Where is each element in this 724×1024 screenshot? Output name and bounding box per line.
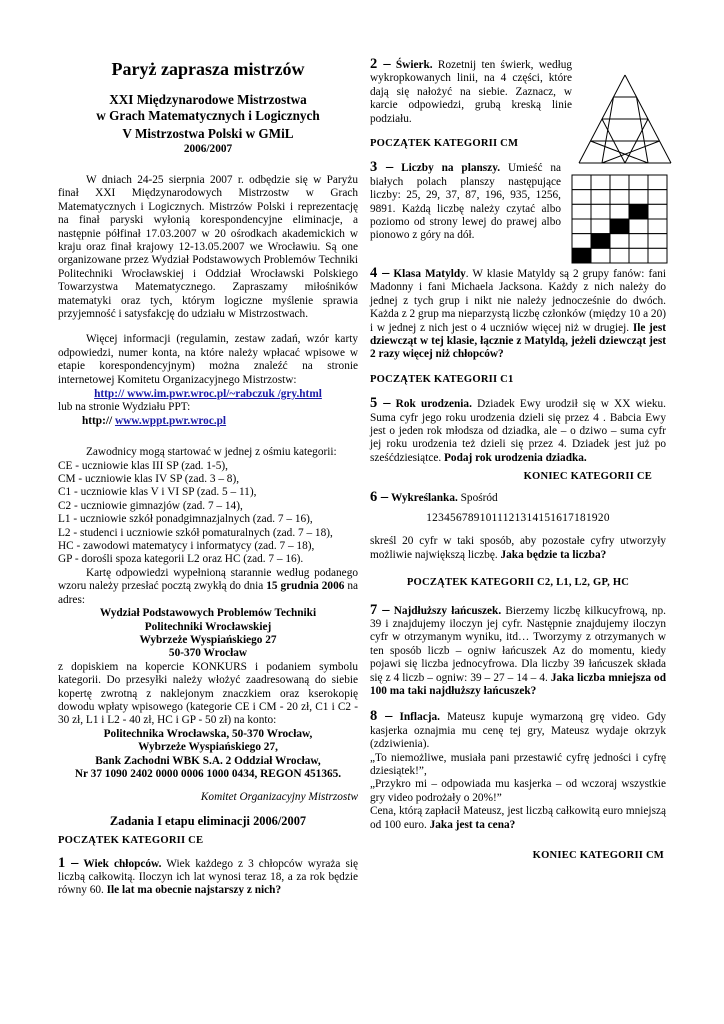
grid-cell-white xyxy=(572,219,591,234)
category-start-cm: POCZĄTEK KATEGORII CM xyxy=(370,138,519,150)
grid-cell-white xyxy=(648,248,667,263)
link-prefix: http:// xyxy=(82,414,113,427)
season-year: 2006/2007 xyxy=(183,142,233,155)
grid-cell-white xyxy=(610,234,629,249)
subtitle-2: w Grach Matematycznych i Logicznych xyxy=(96,107,320,123)
task-8-tail: Cena, którą zapłacił Mateusz, jest liczbą całkowitą euro mniejszą od 100 euro. Jaka jest ta cena? xyxy=(370,805,666,831)
signature: Komitet Organizacyjny Mistrzostw xyxy=(200,791,358,804)
post-paragraph: z dopiskiem na kopercie KONKURS i podaniem symbolu kategorii. Do przesyłki należy włożyć zaadresowaną do siebie kopertę zwrotną z naklejonym znaczkiem oraz kserokopię dowodu wpłaty wpisowego (kategorie CE i CM - 20 zł, C1 i C2 - 30 zł, L1 i L2 - 40 zł, HC i GP - 50 zł) na konto: xyxy=(58,660,358,727)
grid-cell-white xyxy=(629,234,648,249)
task-8-quote-1: „To niemożliwe, musiała pani przestawić cyfrę jedności i cyfrę dziesiątek!”, xyxy=(370,751,666,778)
digit-string: 12345678910111213141516171819​20 xyxy=(426,511,610,524)
category-start-c1: POCZĄTEK KATEGORII C1 xyxy=(370,373,514,385)
category-item: CE - uczniowie klas III SP (zad. 1-5), xyxy=(58,459,228,472)
grid-cell-white xyxy=(591,175,610,190)
card-paragraph: Kartę odpowiedzi wypełnioną starannie według podanego wzoru należy przesłać pocztą zwykłą do dnia 15 grudnia 2006 na adres: xyxy=(58,566,359,606)
task-8-quote-2: „Przykro mi – odpowiada mu kasjerka – od wczoraj wszystkie gry video podrożały o 20%!” xyxy=(370,778,666,804)
task-8: 8 – Inflacja. Mateusz kupuje wymarzoną grę video. Gdy kasjerka oznajmia mu cenę tej gry, Mateusz wydaje okrzyk (zdziwienia). xyxy=(370,708,667,751)
task-2: 2 – Świerk. Rozetnij ten świerk, według wykropkowanych linii, na 4 części, które dają się nałożyć na siebie. Zaznacz, w karcie odpowiedzi, grubą kreską linie podziału. xyxy=(370,56,573,125)
category-end-ce: KONIEC KATEGORII CE xyxy=(523,471,652,483)
grid-cell-white xyxy=(572,204,591,219)
task-5: 5 – Rok urodzenia. Dziadek Ewy urodził się w XX wieku. Suma cyfr jego roku urodzenia dzieli się przez 4 . Babcia Ewy jest o jeden rok młodsza od dziadka, ale – o dziwo – suma cyfr jej roku urodzenia też dzieli się przez 4. Dziadek jest już po sześćdziesiątce. Podaj rok urodzenia dziadka. xyxy=(370,395,666,464)
subtitle-1: XXI Międzynarodowe Mistrzostwa xyxy=(109,92,307,107)
grid-cell-black xyxy=(629,204,648,219)
task-7: 7 – Najdłuższy łańcuszek. Bierzemy liczbę kilkucyfrową, np. 39 i znajdujemy iloczyn jej cyfr. Następnie znajdujemy iloczyn cyfr w otrzymanym wyniku, itd… Tworzymy z otrzymanych w ten sposób liczb – ogniw łańcuszek Az do momentu, kiedy pojawi się liczba jednocyfrowa. Dla liczby 39 łańcuszek składa się z 4 liczb – ogniw: 39 – 27 – 14 – 4. Jaka liczba mniejsza od 100 ma taki najdłuższy łańcuszek? xyxy=(370,601,667,698)
competition-link[interactable]: http:// www.im.pwr.wroc.pl/~rabczuk /gry.html xyxy=(94,388,322,400)
triangle-dotted-line xyxy=(602,141,660,163)
category-start-c2: POCZĄTEK KATEGORII C2, L1, L2, GP, HC xyxy=(406,577,630,589)
grid-cell-white xyxy=(610,175,629,190)
grid-cell-white xyxy=(591,204,610,219)
category-item: L2 - studenci i uczniowie szkół pomaturalnych (zad. 7 – 18), xyxy=(58,526,333,539)
grid-cell-white xyxy=(572,234,591,249)
left-column xyxy=(58,0,358,898)
category-list xyxy=(58,460,358,567)
grid-cell-white xyxy=(629,190,648,205)
link-lead: lub na stronie Wydziału PPT: xyxy=(58,401,191,414)
grid-cell-white xyxy=(629,219,648,234)
category-end-cm: KONIEC KATEGORII CM xyxy=(532,850,664,862)
grid-cell-white xyxy=(629,248,648,263)
grid-cell-black xyxy=(610,219,629,234)
category-item: CM - uczniowie klas IV SP (zad. 3 – 8), xyxy=(58,473,240,486)
grid-cell-black xyxy=(572,248,591,263)
info-paragraph: Więcej informacji (regulamin, zestaw zadań, wzór karty odpowiedzi, numer konta, na które należy wpłacać wpisowe w etapie korespondencyjnym) można znaleźć na stronie internetowej Komitetu Organizacyjnego Mistrzostw: xyxy=(58,333,358,386)
category-item: C2 - uczniowie gimnazjów (zad. 7 – 14), xyxy=(58,499,243,512)
grid-cell-white xyxy=(591,219,610,234)
grid-cell-white xyxy=(572,190,591,205)
grid-cell-white xyxy=(591,190,610,205)
spruce-triangle-figure xyxy=(578,74,672,164)
mailing-address: Wydział Podstawowych Problemów Techniki Politechniki Wrocławskiej Wybrzeże Wyspiańskiego 27 50-370 Wrocław xyxy=(99,607,317,660)
task-1: 1 – Wiek chłopców. Wiek każdego z 3 chłopców wyraża się liczbą całkowitą. Iloczyn ich lat wynosi teraz 18, a za rok będzie równy 60. Ile lat ma obecnie najstarszy z nich? xyxy=(58,854,358,897)
category-item: HC - zawodowi matematycy i informatycy (zad. 7 – 18), xyxy=(58,540,315,553)
triangle-dotted-line xyxy=(591,141,649,163)
category-start-ce: POCZĄTEK KATEGORII CE xyxy=(58,835,204,847)
category-item: L1 - uczniowie szkół ponadgimnazjalnych (zad. 7 – 16), xyxy=(58,513,313,526)
category-item: C1 - uczniowie klas V i VI SP (zad. 5 – 11), xyxy=(58,486,257,499)
page-title: Paryż zaprasza mistrzów xyxy=(111,59,305,79)
subtitle-3: V Mistrzostwa Polski w GMiL xyxy=(122,126,294,141)
grid-cell-white xyxy=(572,175,591,190)
deadline: 15 grudnia 2006 xyxy=(266,580,345,593)
grid-cell-white xyxy=(648,204,667,219)
task-4: 4 – Klasa Matyldy. W klasie Matyldy są 2 grupy fanów: fani Madonny i fani Michaela Jacksona. Każdy z nich należy do jednej z tych grup i nikt nie należy jednocześnie do dwóch. Każda z 2 grup ma nieparzystą liczbę członków (między 10 a 20) i w jednej z nich jest o 4 uczniów więcej niż w drugiej. Ile jest dziewcząt w tej klasie, łącznie z Matyldą, jeżeli dziewcząt jest 2 razy więcej niż chłopców? xyxy=(370,264,667,361)
grid-cell-white xyxy=(648,190,667,205)
grid-cell-white xyxy=(648,175,667,190)
grid-cell-white xyxy=(610,204,629,219)
grid-cell-white xyxy=(629,175,648,190)
grid-cell-white xyxy=(610,248,629,263)
grid-cell-black xyxy=(591,234,610,249)
bank-details: Politechnika Wrocławska, 50-370 Wrocław, Wybrzeże Wyspiańskiego 27, Bank Zachodni WBK S.A. 2 Oddział Wrocław, Nr 37 1090 2402 0000 0006 1000 0434, REGON 451365. xyxy=(74,727,342,780)
category-item: GP - dorośli spoza kategorii L2 oraz HC (zad. 7 – 16). xyxy=(58,553,304,566)
categories-intro: Zawodnicy mogą startować w jednej z ośmiu kategorii: xyxy=(86,446,337,459)
grid-cell-white xyxy=(591,248,610,263)
task-6-header: 6 – Wykreślanka. Spośród xyxy=(370,488,498,505)
grid-cell-white xyxy=(610,190,629,205)
stage-title: Zadania I etapu eliminacji 2006/2007 xyxy=(109,813,307,828)
intro-paragraph: W dniach 24-25 sierpnia 2007 r. odbędzie się w Paryżu finał XXI Międzynarodowych Mistrzostw w Grach Matematycznych i Logicznych. Mistrzów Polski i reprezentację na finał paryski wyłonią korespondencyjne eliminacje, a następnie półfinał 17.03.2007 w 20 ośrodkach akademickich w kraju oraz finał krajowy 12-13.05.2007 we Wrocławiu. Są one organizowane przez Wydział Podstawowych Problemów Techniki Politechniki Wrocławskiej i Oddział Wrocławski Polskiego Towarzystwa Matematycznego. Zapraszamy miłośników matematyki oraz tych, którym logiczne myślenie sprawia przyjemność i satysfakcję do udziału w Mistrzostwach. xyxy=(58,173,358,320)
task-6: skreśl 20 cyfr w taki sposób, aby pozostałe cyfry utworzyły możliwie największą liczbę. Jaka będzie ta liczba? xyxy=(370,535,666,561)
number-board-grid xyxy=(571,174,668,264)
grid-cell-white xyxy=(648,234,667,249)
faculty-link[interactable]: www.wppt.pwr.wroc.pl xyxy=(114,414,227,427)
task-3: 3 – Liczby na planszy. Umieść na białych polach planszy następujące liczby: 25, 29, 37, 87, 196, 935, 1256, 9891. Każdą liczbę należy czytać albo poziomo od strony lewej do prawej albo pionowo z góry na dół. xyxy=(370,159,562,242)
grid-cell-white xyxy=(648,219,667,234)
